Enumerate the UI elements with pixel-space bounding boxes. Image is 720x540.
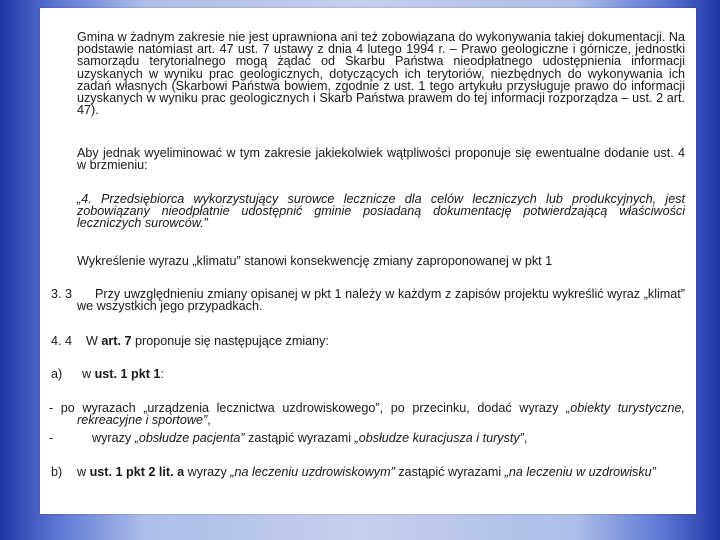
item-b-w: w xyxy=(77,465,87,479)
dash-item-obiekty xyxy=(49,402,685,426)
item-a-post: : xyxy=(160,367,164,381)
item-4-number: 4. 4 xyxy=(51,334,73,348)
item-a-pre: w xyxy=(82,367,92,381)
dash-item-pacjenta-quote: „obsłudze pacjenta” xyxy=(134,431,245,445)
dash-item-pacjenta-replacement: „obsłudze kuracjusza i turysty” xyxy=(354,431,524,445)
paragraph-klimatu-deletion: Wykreślenie wyrazu „klimatu” stanowi konsekwencję zmiany zaproponowanej w pkt 1 xyxy=(77,254,553,268)
dash-item-pacjenta-mid: zastąpić wyrazami xyxy=(244,431,355,445)
item-b-marker: b) xyxy=(51,465,63,479)
dash-item-obiekty-quote: „obiekty turystyczne, rekreacyjne i sportowe” xyxy=(77,401,685,428)
item-4-post: proponuje się następujące zmiany: xyxy=(135,334,329,348)
item-b-mid: wyrazy xyxy=(184,465,231,479)
item-a-text xyxy=(82,368,582,380)
item-4-pre: W xyxy=(86,334,98,348)
item-3-text: Przy uwzględnieniu zmiany opisanej w pkt 1 należy w każdym z zapisów projektu wykreślić wyraz „klimat” we wszystkich jego przypadkach. xyxy=(77,287,685,314)
item-b-text xyxy=(77,466,685,478)
item-b-ref: ust. 1 pkt 2 lit. a xyxy=(89,465,185,479)
item-b-mid2: zastąpić wyrazami xyxy=(394,465,505,479)
dash-item-obiekty-post: , xyxy=(207,413,211,428)
item-4-article-ref: art. 7 xyxy=(101,334,132,348)
paragraph-proposal-intro: Aby jednak wyeliminować w tym zakresie jakiekolwiek wątpliwości proponuje się ewentualne dodanie ust. 4 w brzmieniu: xyxy=(77,146,685,173)
item-a-marker: a) xyxy=(51,367,63,381)
item-4-text xyxy=(86,335,646,347)
dash-item-pacjenta-pre: wyrazy xyxy=(92,431,135,445)
paragraph-quoted-provision: „4. Przedsiębiorca wykorzystujący surowce lecznicze dla celów leczniczych lub produkcyjnych, jest zobowiązany nieodpłatnie udostępnić gminie posiadaną dokumentację potwierdzającą właściwości leczniczych surowców.” xyxy=(77,192,685,231)
item-b-replacement: „na leczeniu w uzdrowisku” xyxy=(504,465,656,479)
dash-item-2-marker: - xyxy=(49,431,54,445)
dash-item-pacjenta-post: , xyxy=(523,431,528,445)
item-3-number: 3. 3 xyxy=(51,287,73,301)
item-a-ref: ust. 1 pkt 1 xyxy=(94,367,161,381)
item-b-quote: „na leczeniu uzdrowiskowym” xyxy=(230,465,395,479)
paragraph-gmina: Gmina w żadnym zakresie nie jest uprawniona ani też zobowiązana do wykonywania takiej dokumentacji. Na podstawie natomiast art. 47 ust. 7 ustawy z dnia 4 lutego 1994 r. – Prawo geologiczne i górnicze, jednostki samorządu terytorialnego mogą żądać od Skarbu Państwa nieodpłatnego udostępnienia informacji uzyskanych w wyniku prac geologicznych, dotyczących ich terytoriów, niezbędnych do wykonywania ich zadań własnych (Skarbowi Państwa bowiem, zgodnie z ust. 1 tego artykułu przysługuje prawo do informacji uzyskanych w wyniku prac geologicznych i Skarb Państwa prawem do tej informacji rozporządza – ust. 2 art. 47). xyxy=(77,30,685,118)
dash-item-obiekty-pre: - po wyrazach „urządzenia lecznictwa uzdrowiskowego”, po przecinku, dodać wyrazy xyxy=(49,401,567,415)
dash-item-pacjenta xyxy=(92,432,685,444)
